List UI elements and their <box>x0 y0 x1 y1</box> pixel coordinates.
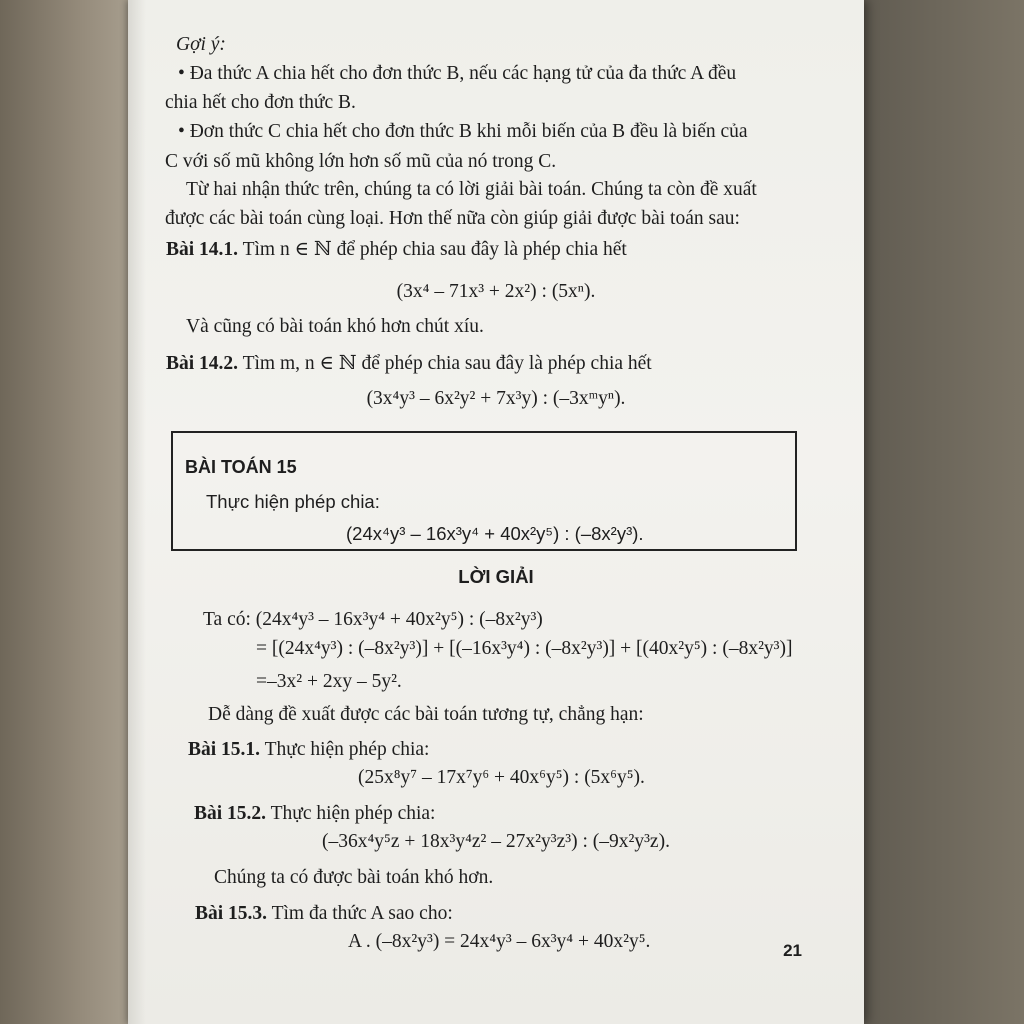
book-page <box>128 0 864 1024</box>
bullet-1-line-2: chia hết cho đơn thức B. <box>165 92 356 113</box>
bullet-2-line-2: C với số mũ không lớn hơn số mũ của nó trong C. <box>165 151 557 172</box>
paragraph-2: Và cũng có bài toán khó hơn chút xíu. <box>186 316 484 337</box>
exercise-15-1-text: Thực hiện phép chia: <box>260 739 430 760</box>
problem-15-title: BÀI TOÁN 15 <box>185 457 297 477</box>
paragraph-3: Dễ dàng đề xuất được các bài toán tương tự, chẳng hạn: <box>208 704 644 725</box>
exercise-15-3 <box>195 902 453 926</box>
exercise-14-2-expression: (3x⁴y³ – 6x²y² + 7x³y) : (–3xᵐyⁿ). <box>366 388 626 409</box>
solution-line-1: Ta có: (24x⁴y³ – 16x³y⁴ + 40x²y⁵) : (–8x²y³) <box>203 609 543 630</box>
exercise-14-1-label: Bài 14.1. <box>166 239 239 260</box>
bullet-2-text: Đơn thức C chia hết cho đơn thức B khi mỗi biến của B đều là biến của <box>189 121 748 142</box>
exercise-15-1 <box>188 738 429 762</box>
page-number: 21 <box>783 941 802 960</box>
table-surface-left <box>0 0 135 1024</box>
exercise-14-1-text: Tìm n ∈ ℕ để phép chia sau đây là phép chia hết <box>238 239 627 260</box>
bullet-1-text: Đa thức A chia hết cho đơn thức B, nếu các hạng tử của đa thức A đều <box>189 63 737 84</box>
page-gutter-shadow <box>128 0 146 1024</box>
bullet-dot-icon: • <box>178 63 190 84</box>
exercise-15-2 <box>194 802 435 826</box>
exercise-15-3-text: Tìm đa thức A sao cho: <box>267 903 453 924</box>
bullet-dot-icon: • <box>178 121 190 142</box>
paragraph-1-line-2: được các bài toán cùng loại. Hơn thế nữa còn giúp giải được bài toán sau: <box>165 208 740 229</box>
exercise-15-2-text: Thực hiện phép chia: <box>266 803 436 824</box>
solution-line-2: = [(24x⁴y³) : (–8x²y³)] + [(–16x³y⁴) : (–8x²y³)] + [(40x²y⁵) : (–8x²y³)] <box>256 638 793 659</box>
exercise-14-1 <box>166 238 627 262</box>
table-surface-right <box>854 0 1024 1024</box>
exercise-15-1-label: Bài 15.1. <box>188 739 261 760</box>
solution-title: LỜI GIẢI <box>458 566 534 587</box>
bullet-2-line-1 <box>178 120 748 144</box>
exercise-14-2 <box>166 352 652 376</box>
hint-label: Gợi ý: <box>176 34 226 55</box>
exercise-14-2-label: Bài 14.2. <box>166 353 239 374</box>
problem-15-prompt: Thực hiện phép chia: <box>206 491 380 512</box>
exercise-15-3-expression: A . (–8x²y³) = 24x⁴y³ – 6x³y⁴ + 40x²y⁵. <box>348 931 651 952</box>
exercise-15-2-expression: (–36x⁴y⁵z + 18x³y⁴z² – 27x²y³z³) : (–9x²y³z). <box>322 831 670 852</box>
bullet-1-line-1 <box>178 62 736 86</box>
exercise-15-2-label: Bài 15.2. <box>194 803 267 824</box>
paragraph-4: Chúng ta có được bài toán khó hơn. <box>214 867 494 888</box>
problem-15-expression: (24x⁴y³ – 16x³y⁴ + 40x²y⁵) : (–8x²y³). <box>346 523 644 544</box>
exercise-15-1-expression: (25x⁸y⁷ – 17x⁷y⁶ + 40x⁶y⁵) : (5x⁶y⁵). <box>358 767 645 788</box>
solution-line-3: =–3x² + 2xy – 5y². <box>256 671 402 692</box>
exercise-15-3-label: Bài 15.3. <box>195 903 268 924</box>
exercise-14-1-expression: (3x⁴ – 71x³ + 2x²) : (5xⁿ). <box>396 281 596 302</box>
paragraph-1-line-1: Từ hai nhận thức trên, chúng ta có lời giải bài toán. Chúng ta còn đề xuất <box>186 179 757 200</box>
exercise-14-2-text: Tìm m, n ∈ ℕ để phép chia sau đây là phép chia hết <box>238 353 652 374</box>
